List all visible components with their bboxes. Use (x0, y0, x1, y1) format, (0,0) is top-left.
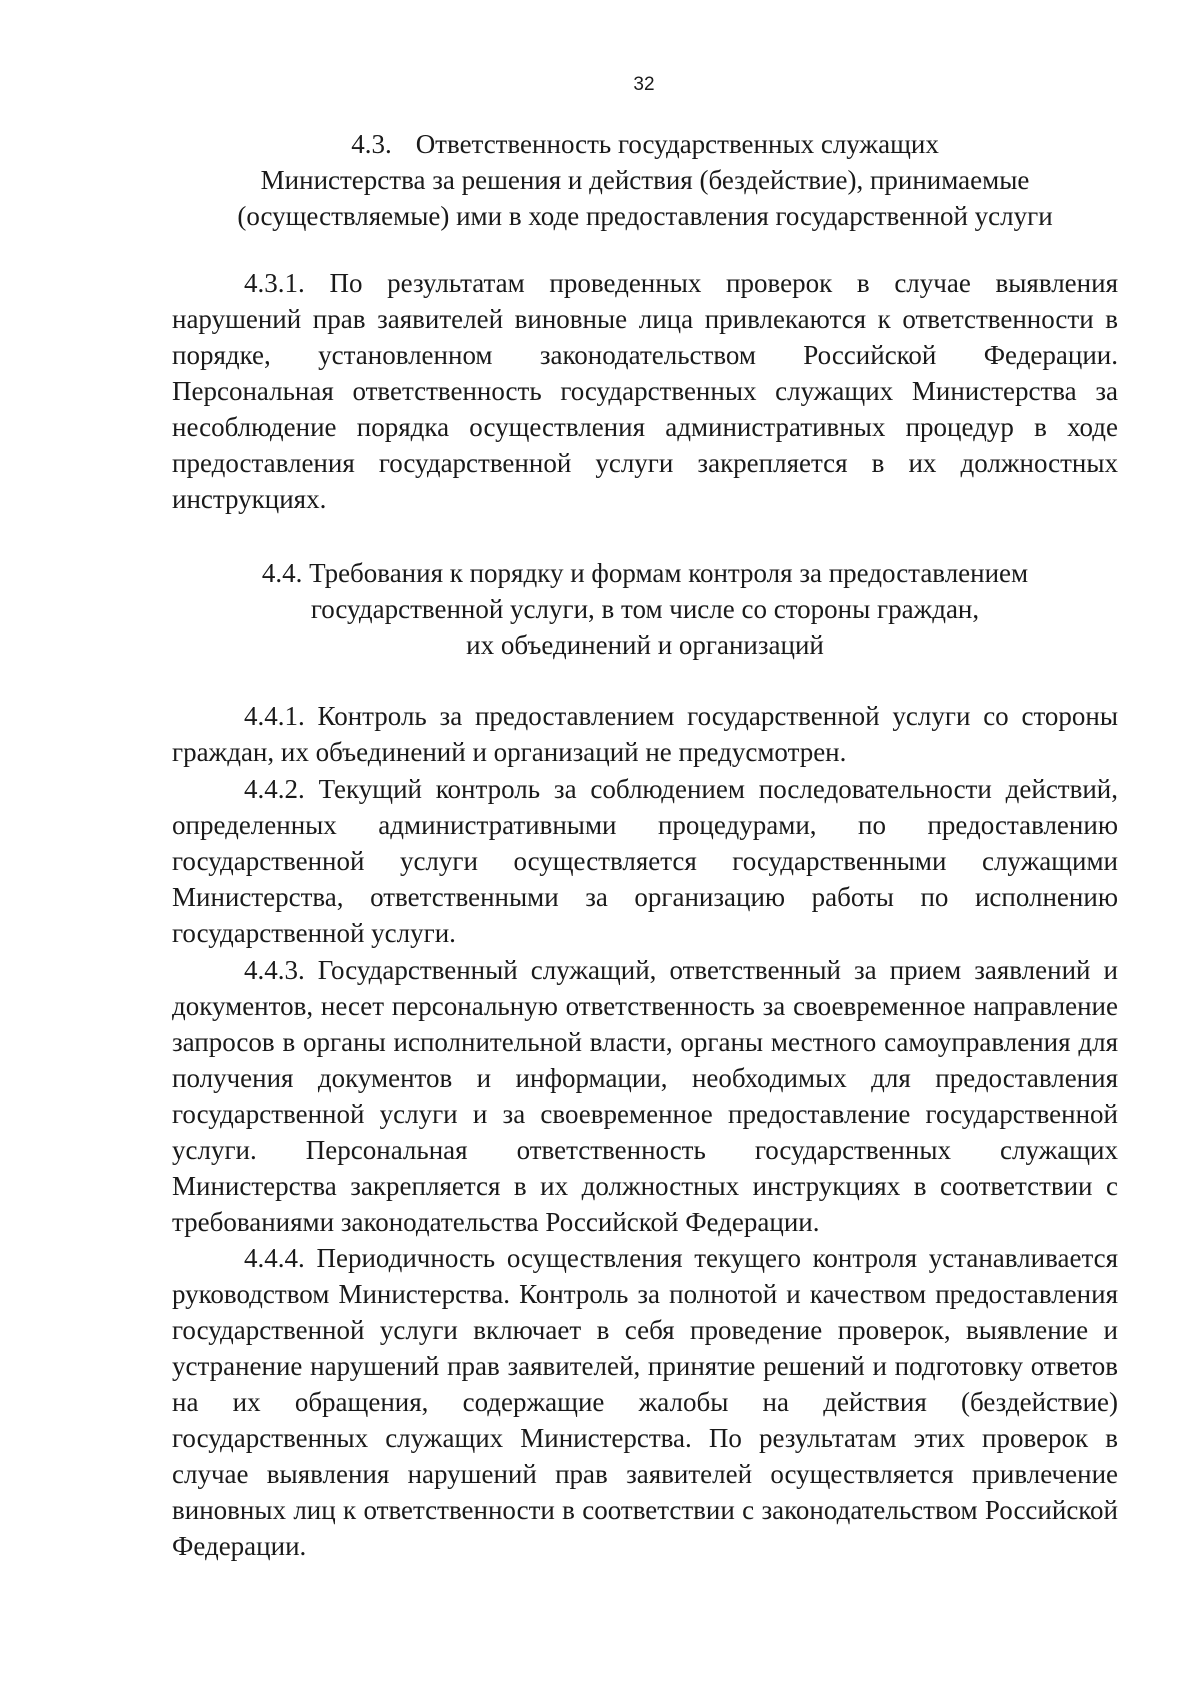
section-4-4-title-line1: 4.4. Требования к порядку и формам контроля за предоставлением (261, 558, 1029, 588)
paragraph-4-4-2: 4.4.2. Текущий контроль за соблюдением последовательности действий, определенных административными процедурами, по предоставлению государственной услуги осуществляется государственными служащими Министерства, ответственными за организацию работы по исполнению государственной услуги. (172, 774, 1118, 948)
section-4-4-title-line2: государственной услуги, в том числе со стороны граждан, (310, 594, 980, 624)
section-4-3-title-text: Ответственность государственных служащих (415, 129, 939, 159)
paragraph-4-4-1: 4.4.1. Контроль за предоставлением государственной услуги со стороны граждан, их объединений и организаций не предусмотрен. (172, 701, 1118, 767)
section-4-3-title-line1 (172, 126, 1118, 162)
section-4-4-title-line3: их объединений и организаций (466, 630, 824, 660)
section-4-4-title (172, 555, 1118, 663)
paragraph-4-4-3: 4.4.3. Государственный служащий, ответственный за прием заявлений и документов, несет персональную ответственность за своевременное направление запросов в органы исполнительной власти, органы местного самоуправления для получения документов и информации, необходимых для предоставления государственной услуги и за своевременное предоставление государственной услуги. Персональная ответственность государственных служащих Министерства закрепляется в их должностных инструкциях в соответствии с требованиями законодательства Российской Федерации. (172, 955, 1118, 1237)
paragraph-4-3-1: 4.3.1. По результатам проведенных проверок в случае выявления нарушений прав заявителей виновные лица привлекаются к ответственности в порядке, установленном законодательством Российской Федерации. Персональная ответственность государственных служащих Министерства за несоблюдение порядка осуществления административных процедур в ходе предоставления государственной услуги закрепляется в их должностных инструкциях. (172, 268, 1118, 514)
section-4-3-title-line2: Министерства за решения и действия (бездействие), принимаемые (260, 165, 1030, 195)
section-4-3-title (172, 126, 1118, 234)
section-4-3-number: 4.3. (351, 129, 392, 159)
page-number: 32 (633, 74, 655, 95)
section-4-3-title-line3: (осуществляемые) ими в ходе предоставления государственной услуги (237, 201, 1053, 231)
paragraph-4-4-4: 4.4.4. Периодичность осуществления текущего контроля устанавливается руководством Министерства. Контроль за полнотой и качеством предоставления государственной услуги включает в себя проведение проверок, выявление и устранение нарушений прав заявителей, принятие решений и подготовку ответов на их обращения, содержащие жалобы на действия (бездействие) государственных служащих Министерства. По результатам этих проверок в случае выявления нарушений прав заявителей осуществляется привлечение виновных лиц к ответственности в соответствии с законодательством Российской Федерации. (172, 1243, 1118, 1561)
